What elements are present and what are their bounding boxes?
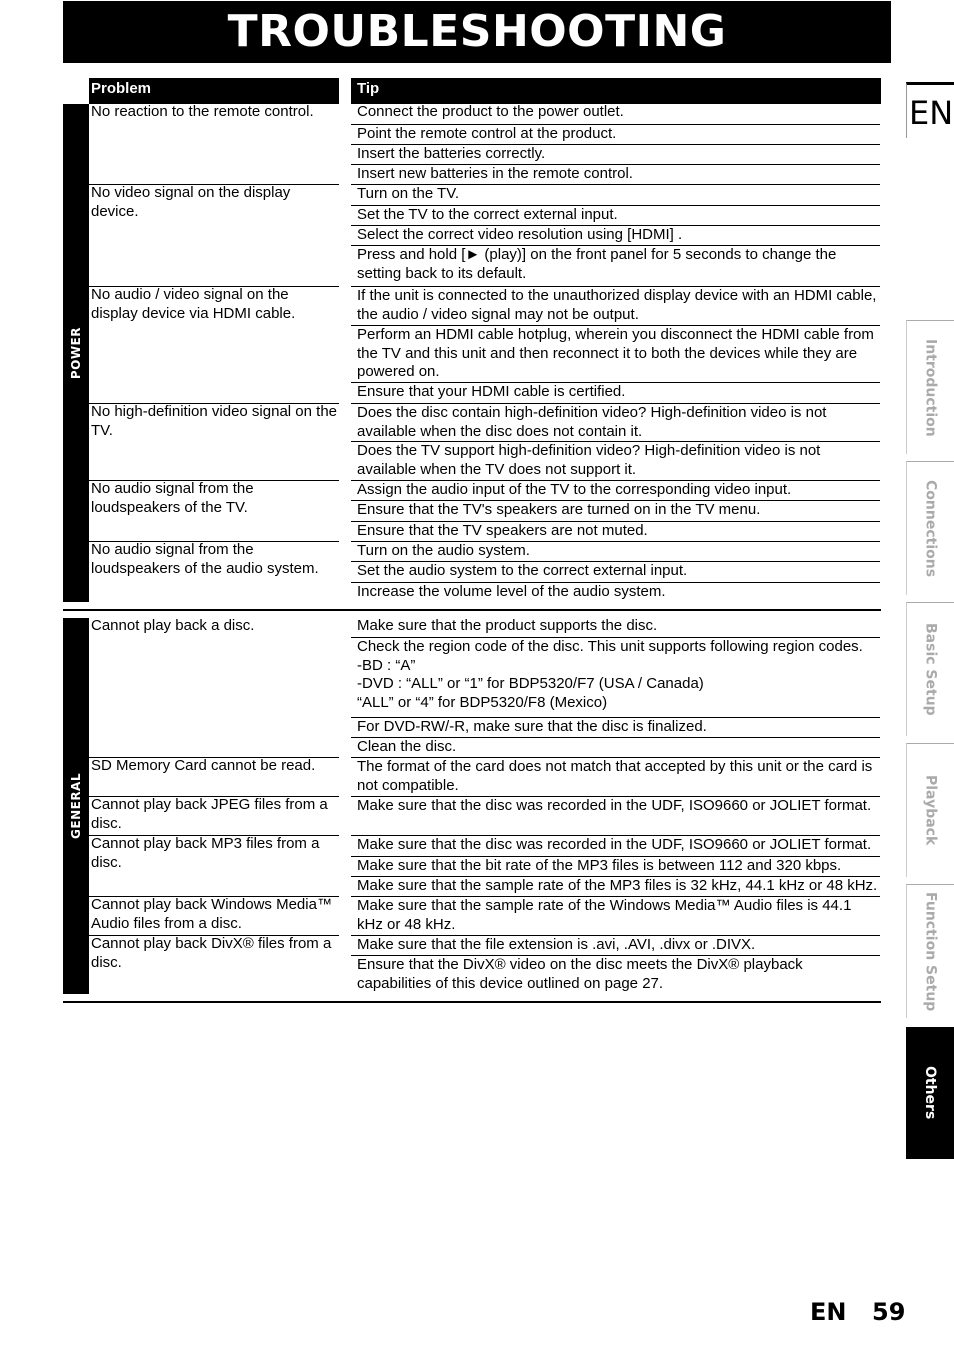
- tip-cell: Turn on the TV.: [351, 184, 880, 204]
- tip-cell: If the unit is connected to the unauthorized display device with an HDMI cable, the audio / video signal may not be output.: [351, 286, 880, 324]
- tab-basic-setup[interactable]: [906, 602, 954, 736]
- tip-cell: Does the TV support high-definition video? High-definition video is not available when the TV does not support it.: [351, 441, 880, 479]
- problem-cell: Cannot play back JPEG files from a disc.: [91, 796, 328, 832]
- group-divider: [63, 1001, 881, 1003]
- tip-cell: Turn on the audio system.: [351, 541, 880, 561]
- tip-cell: Make sure that the disc was recorded in the UDF, ISO9660 or JOLIET format.: [351, 796, 880, 816]
- tip-cell: Perform an HDMI cable hotplug, wherein you disconnect the HDMI cable from the TV and this unit and then reconnect it to both the devices while they are powered on.: [351, 325, 880, 382]
- problem-cell: No audio signal from the loudspeakers of the TV.: [91, 480, 254, 516]
- tip-cell: Insert the batteries correctly.: [351, 144, 880, 164]
- tip-cell: Press and hold [► (play)] on the front panel for 5 seconds to change the setting back to its default.: [351, 245, 880, 283]
- header-problem: Problem: [89, 78, 339, 104]
- group-divider: [63, 609, 881, 611]
- category-power: [63, 104, 89, 602]
- tab-connections[interactable]: [906, 461, 954, 595]
- page-number: 59: [872, 1298, 906, 1326]
- problem-cell: Cannot play back a disc.: [91, 617, 255, 634]
- tab-introduction[interactable]: [906, 320, 954, 454]
- tip-cell: Does the disc contain high-definition video? High-definition video is not available when the disc does not contain it.: [351, 403, 880, 441]
- problem-cell: Cannot play back MP3 files from a disc.: [91, 835, 320, 871]
- tip-cell: Ensure that your HDMI cable is certified.: [351, 382, 880, 402]
- tip-cell: Increase the volume level of the audio system.: [351, 582, 880, 602]
- header-tip: Tip: [351, 78, 881, 104]
- tip-cell: For DVD-RW/-R, make sure that the disc is finalized.: [351, 717, 880, 737]
- tip-cell: Ensure that the TV's speakers are turned on in the TV menu.: [351, 500, 880, 520]
- tip-cell: Make sure that the bit rate of the MP3 files is between 112 and 320 kbps.: [351, 856, 880, 876]
- tip-cell: Point the remote control at the product.: [351, 124, 880, 144]
- problem-cell: Cannot play back DivX® files from a disc.: [91, 935, 332, 971]
- tip-cell: Ensure that the DivX® video on the disc meets the DivX® playback capabilities of this device outlined on page 27.: [351, 955, 880, 993]
- tab-connections-label: Connections: [922, 479, 939, 578]
- tip-cell: Insert new batteries in the remote control.: [351, 164, 880, 184]
- tip-cell: Clean the disc.: [351, 737, 880, 757]
- tip-cell: Ensure that the TV speakers are not muted.: [351, 521, 880, 541]
- tab-introduction-label: Introduction: [922, 338, 939, 437]
- problem-cell: No audio signal from the loudspeakers of the audio system.: [91, 541, 319, 577]
- tab-playback[interactable]: [906, 743, 954, 877]
- tip-cell: Set the TV to the correct external input.: [351, 205, 880, 225]
- tip-cell: Connect the product to the power outlet.: [357, 103, 624, 120]
- tab-function-setup[interactable]: [906, 884, 954, 1018]
- tip-cell: Make sure that the disc was recorded in the UDF, ISO9660 or JOLIET format.: [351, 835, 880, 855]
- tab-playback-label: Playback: [922, 775, 939, 846]
- tab-function-setup-label: Function Setup: [922, 891, 939, 1012]
- problem-cell: No reaction to the remote control.: [91, 103, 314, 120]
- tip-cell: Make sure that the file extension is .avi, .AVI, .divx or .DIVX.: [351, 935, 880, 955]
- category-general: [63, 618, 89, 994]
- tip-cell: Set the audio system to the correct external input.: [351, 561, 880, 581]
- category-general-label: GENERAL: [69, 773, 83, 839]
- tip-cell: Make sure that the sample rate of the Windows Media™ Audio files is 44.1 kHz or 48 kHz.: [351, 896, 880, 934]
- category-power-label: POWER: [69, 326, 83, 380]
- problem-cell: No audio / video signal on the display device via HDMI cable.: [91, 286, 296, 322]
- tip-cell: Make sure that the product supports the disc.: [357, 617, 658, 634]
- tab-others-label: Others: [922, 1066, 938, 1120]
- tip-cell: The format of the card does not match that accepted by this unit or the card is not compatible.: [351, 757, 880, 795]
- tip-cell: Make sure that the sample rate of the MP3 files is 32 kHz, 44.1 kHz or 48 kHz.: [351, 876, 880, 896]
- tip-cell: Check the region code of the disc. This unit supports following region codes. -BD : “A” -DVD : “ALL” or “1” for BDP5320/F7 (USA / Canada) “ALL” or “4” for BDP5320/F8 (Mexico): [351, 637, 880, 712]
- problem-cell: SD Memory Card cannot be read.: [91, 757, 316, 774]
- language-tab: EN: [906, 82, 954, 138]
- problem-cell: No video signal on the display device.: [91, 184, 291, 220]
- tab-basic-setup-label: Basic Setup: [922, 623, 939, 716]
- problem-cell: Cannot play back Windows Media™ Audio files from a disc.: [91, 896, 332, 932]
- tip-cell: Select the correct video resolution using [HDMI] .: [351, 225, 880, 245]
- tip-cell: Assign the audio input of the TV to the corresponding video input.: [351, 480, 880, 500]
- tab-others[interactable]: [906, 1027, 954, 1159]
- page-title: TROUBLESHOOTING: [63, 1, 891, 63]
- footer-lang: EN: [810, 1298, 847, 1326]
- problem-cell: No high-definition video signal on the TV.: [91, 403, 337, 439]
